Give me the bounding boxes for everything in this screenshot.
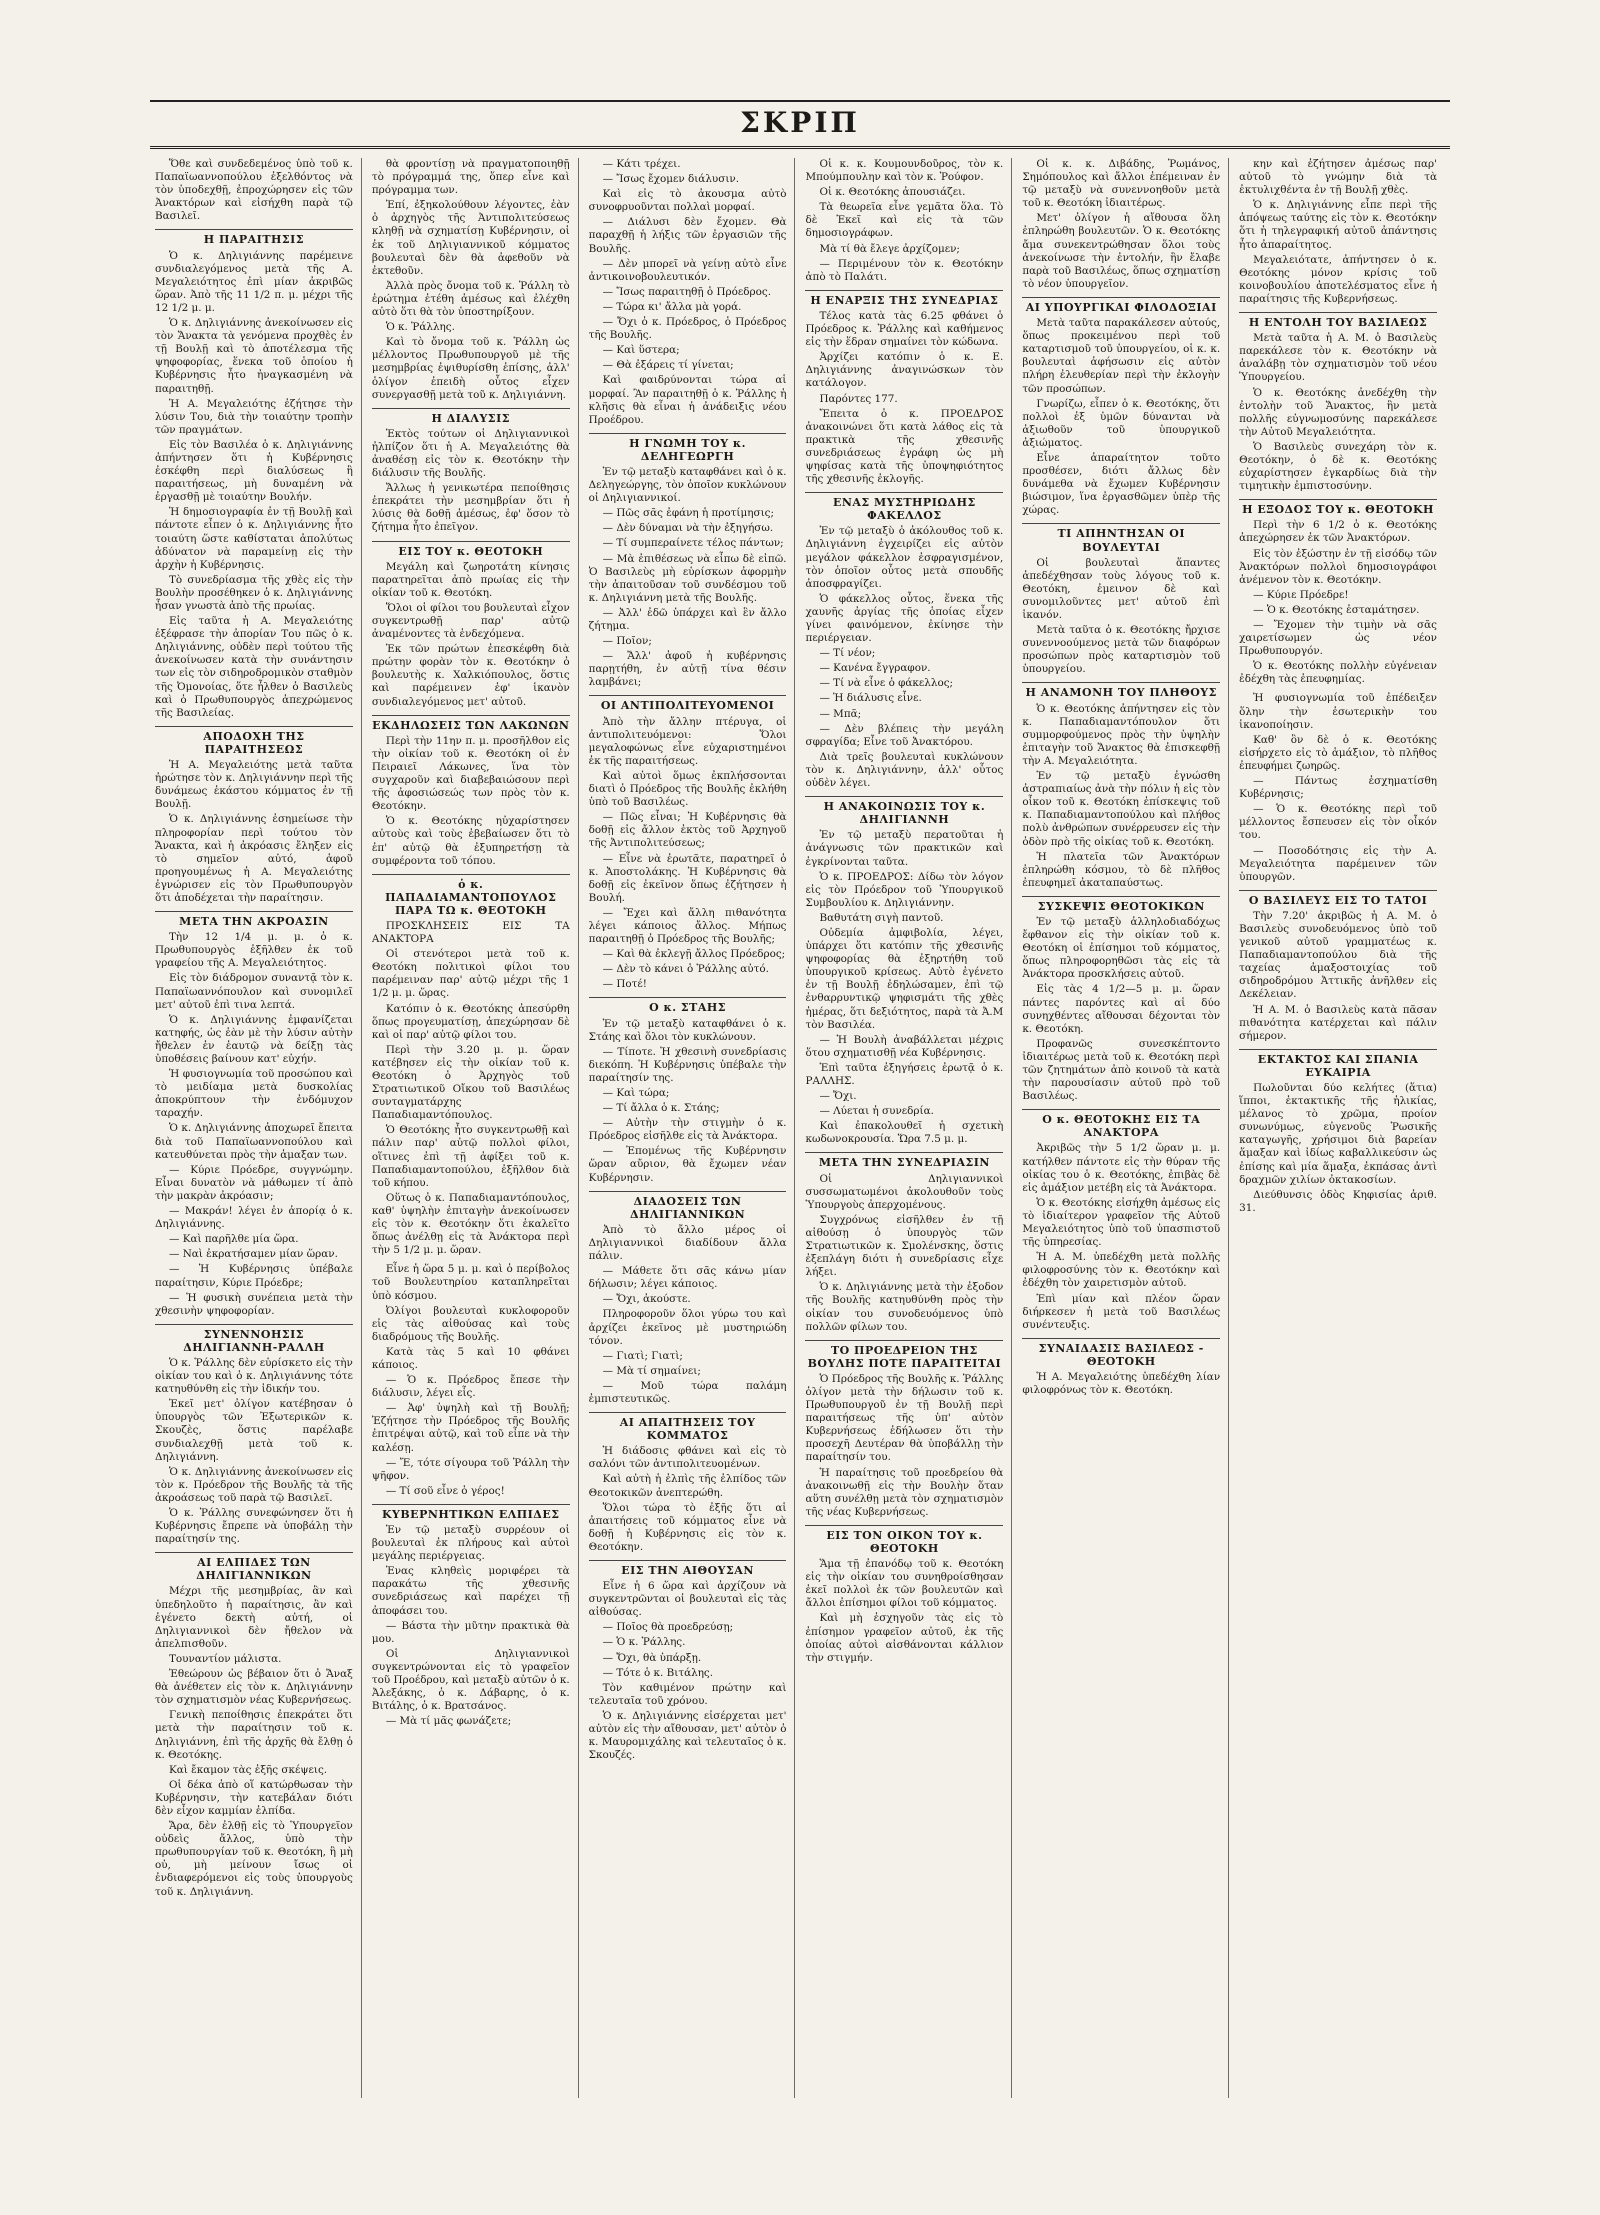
article xyxy=(589,1560,787,1762)
article-paragraph: — Κύριε Πρόεδρε! xyxy=(1253,588,1349,601)
article-heading: Η ΠΑΡΑΙΤΗΣΙΣ xyxy=(155,229,353,246)
article xyxy=(1022,1338,1220,1397)
article-paragraph: Ἀλλὰ πρὸς ὄνομα τοῦ κ. Ῥάλλη τὸ ἐρώτημα ἐτέθη ἀμέσως καὶ ἐλέχθη αὐτὸ ὅτι θὰ τὸν ὑποστηρίξουν. xyxy=(371,279,570,319)
article-paragraph: Ἀπὸ τὸ ἄλλο μέρος οἱ Δηλιγιαννικοὶ διαδίδουν ἄλλα πάλιν. xyxy=(588,1223,787,1263)
article-paragraph: Οὐδεμία ἀμφιβολία, λέγει, ὑπάρχει ὅτι κατόπιν τῆς χθεσινῆς ψηφοφορίας θὰ ἐξηρτήθη τοῦ ὑπουργικοῦ κρίσεως. Αὐτὸ ἐγένετο ἐν τῇ Βουλῇ ἐδηλώσαμεν, ἐπὶ τῷ ἐνθαρρυντικῷ ψηφισμάτι τῆς χθὲς ἡμέρας, ὅτι δεξιότητος, παρὰ τὰ Ἀ.Μ τὸν Βασιλέα. xyxy=(805,926,1004,1031)
article-paragraph: — Λύεται ἡ συνεδρία. xyxy=(819,1105,934,1118)
article-paragraph: Οὕτως ὁ κ. Παπαδιαμαντόπουλος, καθ' ὑψηλὴν ἐπιταγὴν ἀνεκοίνωσεν εἰς τὸν κ. Θεοτόκην ὅτι ἐκαλεῖτο ὅπως ἀνέλθῃ εἰς τὰ Ἀνάκτορα περὶ τὴν 5 1/2 μ. μ. ὥραν. xyxy=(371,1191,570,1257)
article-heading: ΑΙ ΕΛΠΙΔΕΣ ΤΩΝ ΔΗΛΙΓΙΑΝΝΙΚΩΝ xyxy=(155,1552,353,1582)
article xyxy=(372,715,570,868)
article-paragraph: — Δὲν βλέπεις τὴν μεγάλη σφραγίδα; Εἶνε τοῦ Ἀνακτόρου. xyxy=(805,722,1004,748)
article-paragraph: — Τότε ὁ κ. Βιτάλης. xyxy=(602,1666,714,1679)
article-paragraph: Τὴν 7.20' ἀκριβῶς ἡ Α. Μ. ὁ Βασιλεὺς συνοδευόμενος ὑπὸ τοῦ γενικοῦ αὐτοῦ γραμματέως κ. Παπαδιαμαντοπούλου διὰ τῆς ταχείας ἀμαξοστοιχίας τοῦ σιδηροδρόμου Ἀττικῆς ἀνῆλθεν εἰς Δεκέλειαν. xyxy=(1239,909,1437,1001)
article xyxy=(805,158,1003,284)
article-paragraph: Ὁ φάκελλος οὗτος, ἕνεκα τῆς χαυνῆς ἀργίας τῆς ὁποίας εἶχεν γίνει φαινόμενον, ἐκίνησε τὴν περιέργειαν. xyxy=(805,592,1004,645)
article-paragraph: Ὁ κ. Δηλιγιάννης εἶπε περὶ τῆς ἀπόψεως ταύτης εἰς τὸν κ. Θεοτόκην ὅτι ἡ τηλεγραφική αὐτοῦ ἀπάντησις ἦτο ἀπαραίτητος. xyxy=(1239,199,1437,251)
article-paragraph: — Καὶ παρῆλθε μία ὥρα. xyxy=(169,1233,299,1246)
article-paragraph: — Γιατὶ; Γιατὶ; xyxy=(602,1349,683,1362)
article-heading: ΣΥΝΑΙΔΑΣΙΣ ΒΑΣΙΛΕΩΣ - ΘΕΟΤΟΚΗ xyxy=(1022,1338,1220,1368)
article-paragraph: — Δὲν δύναμαι νὰ τὴν ἐξηγήσω. xyxy=(602,522,774,535)
article xyxy=(589,433,787,690)
article-paragraph: Καὶ τὸ ὄνομα τοῦ κ. Ῥάλλη ὡς μέλλοντος Πρωθυπουργοῦ μὲ τῆς μεσημβρίας ἐψιθυρίσθη ἐπίσης, ἀλλ' ὁλίγον ἐπειδὴ οὗτος εἶχεν συνεργασθῇ μετὰ τοῦ κ. Δηλιγιάννη. xyxy=(371,336,570,401)
article-heading: ὁ κ. ΠΑΠΑΔΙΑΜΑΝΤΟΠΟΥΛΟΣ ΠΑΡΑ ΤΩ κ. ΘΕΟΤΟΚΗ xyxy=(372,874,570,917)
article-paragraph: — Ἐπομένως τῆς Κυβέρνησιν ὥραν αὔριον, θὰ ἔχωμεν νέαν Κυβέρνησιν. xyxy=(588,1145,787,1184)
article-paragraph: Ἡ δημοσιογραφία ἐν τῇ Βουλῇ καὶ πάντοτε εἶπεν ὁ κ. Δηλιγιάννης ἦτο τοιαύτη ὥστε καθίσταται ἀπολύτως ἀδύνατον νὰ παραμείνῃ εἰς τὴν ἀρχὴν ἡ Κυβέρνησις. xyxy=(155,506,353,571)
article-paragraph: — Δὲν τὸ κάνει ὁ Ῥάλλης αὐτό. xyxy=(602,963,769,976)
article xyxy=(805,1525,1003,1665)
article-paragraph: θὰ φροντίσῃ νὰ πραγματοποιηθῇ τὸ πρόγραμμά της, ὅπερ εἶνε καὶ πρόγραμμα των. xyxy=(371,158,570,197)
article-paragraph: — Ποσοδότησις εἰς τὴν Α. Μεγαλειότητα παρέμεινεν τῶν ὑπουργῶν. xyxy=(1239,844,1437,883)
article xyxy=(1239,499,1437,686)
article-heading: ΤΟ ΠΡΟΕΔΡΕΙΟΝ ΤΗΣ ΒΟΥΛΗΣ ΠΟΤΕ ΠΑΡΑΙΤΕΙΤΑΙ xyxy=(805,1340,1003,1370)
article-paragraph: Ἐν τῷ μεταξὺ ἀλληλοδιαδόχως ἔφθανον εἰς τὴν οἰκίαν τοῦ κ. Θεοτόκη οἱ ἐπίσημοι τοῦ κόμματος, ὅπως πληροφορηθῶσι τὰς εἰς τὰ Ἀνάκτορα προσκλήσεις αὐτοῦ. xyxy=(1022,915,1221,981)
article-paragraph: Εἰς ταῦτα ἡ Α. Μεγαλειότης ἐξέφρασε τὴν ἀπορίαν Του πῶς ὁ κ. Δηλιγιάννης, οὐδὲν περὶ τούτου τῆς ἀνεκοίνωσεν κατὰ τὴν συνάντησιν των εἰς τὸν σιδηροδρομικὸν σταθμὸν τῆς Ὀμονοίας, ὅτε ἦλθεν ὁ Βασιλεὺς καὶ ὁ Πρωθυπουργὸς ἀπεχρώμενος τῆς Βασιλείας. xyxy=(155,615,353,719)
article xyxy=(155,726,353,905)
article-paragraph: Καθ' ὃν δὲ ὁ κ. Θεοτόκης εἰσήρχετο εἰς τὸ ἁμάξιον, τὸ πλῆθος ἐπευφήμει ζωηρῶς. xyxy=(1239,733,1437,772)
article-paragraph: Τέλος κατὰ τὰς 6.25 φθάνει ὁ Πρόεδρος κ. Ῥάλλης καὶ καθήμενος εἰς τὴν ἕδραν σημαίνει τὸν κώδωνα. xyxy=(805,309,1004,349)
article-paragraph: Μετὰ ταῦτα ὁ κ. Θεοτόκης ἤρχισε συνεννοούμενος μετὰ τῶν διαφόρων προσώπων πρὸς καταρτισμὸν τοῦ ὑπουργείου. xyxy=(1022,624,1221,676)
article xyxy=(1022,158,1220,291)
article xyxy=(1022,523,1220,676)
article-heading: Η ΓΝΩΜΗ ΤΟΥ κ. ΔΕΛΗΓΕΩΡΓΗ xyxy=(589,433,787,463)
article xyxy=(805,1340,1003,1519)
article-paragraph: Μετὰ ταῦτα ἡ Α. Μ. ὁ Βασιλεὺς παρεκάλεσε τὸν κ. Θεοτόκην νὰ ἀναλάβῃ τὸν σχηματισμὸν τοῦ νέου Ὑπουργείου. xyxy=(1239,332,1437,384)
article-heading: ΣΥΣΚΕΨΙΣ ΘΕΟΤΟΚΙΚΩΝ xyxy=(1022,896,1220,913)
article-paragraph: Οἱ στενότεροι μετὰ τοῦ κ. Θεοτόκη πολιτικοὶ φίλοι του παρέμειναν παρ' αὐτῷ μέχρι τῆς 1 1/2 μ. μ. ὥρας. xyxy=(371,948,570,1000)
article-heading: ΑΙ ΥΠΟΥΡΓΙΚΑΙ ΦΙΛΟΔΟΞΙΑΙ xyxy=(1022,297,1220,314)
article-paragraph: Συγχρόνως εἰσῆλθεν ἐν τῇ αἰθούσῃ ὁ ὑπουργὸς τῶν Στρατιωτικῶν κ. Σμολένσκης, ὅστις ἐξεπλάγη διότι ἡ συνεδρίασις εἶχε λήξει. xyxy=(805,1213,1004,1279)
article-paragraph: — Κύριε Πρόεδρε, συγγνώμην. Εἶναι δυνατὸν νὰ μάθωμεν τί ἀπὸ τὴν μακρὰν ἀκρόασιν; xyxy=(155,1163,353,1202)
article xyxy=(1022,682,1220,889)
article-paragraph: — Καὶ θὰ ἐκλεγῇ ἄλλος Πρόεδρος; xyxy=(602,948,786,961)
article-heading: ΑΙ ΑΠΑΙΤΗΣΕΙΣ ΤΟΥ ΚΟΜΜΑΤΟΣ xyxy=(589,1412,787,1442)
article-paragraph: Ἐκεῖ μετ' ὀλίγον κατέβησαν ὁ ὑπουργὸς τῶν Ἐξωτερικῶν κ. Σκουζὲς, ὅστις παρέλαβε συνδιαλεχθῇ μετὰ τοῦ κ. Δηλιγιάννη. xyxy=(155,1398,353,1463)
article-paragraph: ΠΡΟΣΚΛΗΣΕΙΣ ΕΙΣ ΤΑ ΑΝΑΚΤΟΡΑ xyxy=(371,919,570,946)
article xyxy=(805,796,1003,1146)
article-paragraph: — Βάστα τὴν μῦτην πρακτικὰ θὰ μου. xyxy=(371,1619,570,1645)
article-paragraph: Καὶ εἰς τὸ ἀκουσμα αὐτὸ συνοφρυοῦνται πολλαὶ μορφαί. xyxy=(588,188,787,214)
article xyxy=(372,408,570,535)
article-paragraph: — Μπᾶ; xyxy=(819,707,862,720)
article-paragraph: Ἐπί, ἐξηκολούθουν λέγοντες, ἐὰν ὁ ἀρχηγὸς τῆς Ἀντιπολιτεύσεως κληθῇ νὰ σχηματίσῃ Κυβέρνησιν, οἱ ἐκ τοῦ Δηλιγιαννικοῦ κόμματος βουλευταὶ δὲν θὰ ἀφεθοῦν νὰ ἐκτεθοῦν. xyxy=(371,199,570,277)
article-paragraph: — Μὰ ἐπιθέσεως νὰ εἶπω δὲ εἰπῶ. Ὁ Βασιλεὺς μὴ εὑρίσκων ἀφορμὴν τὴν ἀπαιτοῦσαν τοῦ συνδέσμου τοῦ κ. Δηλιγιάννη μετὰ τῆς Βουλῆς. xyxy=(588,552,787,604)
article-heading: Ο κ. ΣΤΑΗΣ xyxy=(589,997,787,1014)
article-paragraph: — Κάτι τρέχει. xyxy=(602,158,681,170)
article-paragraph: — Πῶς εἶναι; Ἡ Κυβέρνησις θὰ δοθῇ εἰς ἄλλον ἐκτὸς τοῦ Ἀρχηγοῦ τῆς Ἀντιπολιτεύσεως; xyxy=(588,811,787,850)
article xyxy=(1239,890,1437,1043)
article-heading: ΕΙΣ ΤΟΥ κ. ΘΕΟΤΟΚΗ xyxy=(372,541,570,558)
article-paragraph: Εἶνε ἡ ὥρα 5 μ. μ. καὶ ὁ περίβολος τοῦ Βουλευτηρίου καταπληρεῖται ὑπὸ κόσμου. xyxy=(371,1263,570,1302)
article-paragraph: Ἐν τῷ μεταξὺ συρρέουν οἱ βουλευταὶ ἐκ πλήρους καὶ αὐτοὶ μεγάλης περιέργειας. xyxy=(371,1524,570,1563)
article-paragraph: Ὁ Βασιλεὺς συνεχάρη τὸν κ. Θεοτόκην, ὁ δὲ κ. Θεοτόκης εὐχαρίστησεν ἐγκαρδίως διὰ τὴν τιμητικὴν ἐμπιστοσύνην. xyxy=(1239,440,1437,493)
article xyxy=(589,695,787,991)
article-paragraph: Ἀπὸ τὴν ἄλλην πτέρυγα, οἱ ἀντιπολιτευόμενοι: Ὅλοι μεγαλοφώνως εἶνε εὐχαριστημένοι ἐκ τῆς παραιτήσεως. xyxy=(588,715,787,767)
article-paragraph: Ἡ παραίτησις τοῦ προεδρείου θὰ ἀνακοινωθῇ εἰς τὴν Βουλὴν ὅταν αὕτη συνέλθῃ μετὰ τὸν σχηματισμὸν τῆς νέας Κυβερνήσεως. xyxy=(805,1466,1004,1518)
newspaper-title: ΣΚΡΙΠ xyxy=(740,106,860,139)
article-paragraph: Ὁ κ. Δηλιγιάννης παρέμεινε συνδιαλεγόμενος μετὰ τῆς Α. Μεγαλειότητος ἐπὶ μίαν ἀκριβῶς ὥραν. Ἀπὸ τῆς 11 1/2 π. μ. μέχρι τῆς 12 1/2 μ. μ. xyxy=(155,249,353,314)
article-paragraph: — Ἡ Κυβέρνησις ὑπέβαλε παραίτησιν, Κύριε Πρόεδρε; xyxy=(155,1263,353,1289)
article-paragraph: Πωλοῦνται δύο κελήτες (ἅτια) ἵπποι, ἐκτακτικῆς τῆς ἡλικίας, μέλανος τὸ χρῶμα, προίον συνωνύμως, εὐγενοῦς Ῥωσικῆς καταγωγῆς, χρήσιμοι διὰ βαρείαν ἅμαξαν καὶ ἰδίως καβαλλικεύσιν ὡς ἐπίσης καὶ μία ἅμαξα, ἐκπάσας ἀντὶ δραχμῶν χιλίων ὀκτακοσίων. xyxy=(1239,1082,1437,1186)
article-paragraph: Κατόπιν ὁ κ. Θεοτόκης ἀπεσύρθη ὅπως προγευματίσῃ, ἀπεχώρησαν δὲ καὶ οἱ παρ' αὐτῷ φίλοι του. xyxy=(371,1002,570,1041)
article-heading: ΕΚΤΑΚΤΟΣ ΚΑΙ ΣΠΑΝΙΑ ΕΥΚΑΙΡΙΑ xyxy=(1239,1049,1437,1079)
article-heading: ΜΕΤΑ ΤΗΝ ΣΥΝΕΔΡΙΑΣΙΝ xyxy=(805,1152,1003,1169)
article xyxy=(155,1552,353,1898)
article-paragraph: Ἅμα τῇ ἐπανόδῳ τοῦ κ. Θεοτόκη εἰς τὴν οἰκίαν του συνηθροίσθησαν ἐκεῖ πολλοὶ ἐκ τῶν βουλευτῶν καὶ ἄλλοι ἐπίσημοι φίλοι τοῦ κόμματος. xyxy=(805,1558,1004,1610)
article-paragraph: — Ὄχι ὁ κ. Πρόεδρος, ὁ Πρόεδρος τῆς Βουλῆς. xyxy=(588,316,787,342)
article-paragraph: Περὶ τὴν 3.20 μ. μ. ὥραν κατέβησεν εἰς τὴν οἰκίαν τοῦ κ. Θεοτόκη ὁ Ἀρχηγὸς τοῦ Στρατιωτικοῦ Οἴκου τοῦ Βασιλέως συνταγματάρχης Παπαδιαμαντόπουλος. xyxy=(371,1043,570,1122)
article xyxy=(372,541,570,709)
article-paragraph: — Πῶς σᾶς ἐφάνη ἡ προτίμησις; xyxy=(602,507,774,520)
article-paragraph: — Τίποτε. Ἡ χθεσινὴ συνεδρίασις διεκόπη. Ἡ Κυβέρνησις ὑπέβαλε τὴν παραίτησίν της. xyxy=(588,1045,787,1084)
article xyxy=(1022,896,1220,1103)
article-paragraph: — Διάλυσι δὲν ἔχομεν. Θὰ παραχθῇ ἡ λήξις τῶν ἐργασιῶν τῆς Βουλῆς. xyxy=(588,216,787,255)
column-1 xyxy=(155,158,362,2098)
article-paragraph: Εἶνε ἀπαραίτητον τοῦτο προσθέσεν, διότι ἄλλως δὲν δυνάμεθα νὰ ἔχωμεν Κυβέρνησιν βιώσιμον, ἵνα ἐργασθῶμεν ὑπὲρ τῆς χώρας. xyxy=(1022,451,1221,517)
article xyxy=(1022,1109,1220,1332)
article-paragraph: Οἱ κ. Θεοτόκης ἀπουσιάζει. xyxy=(819,186,966,199)
column-2 xyxy=(372,158,579,2098)
article-paragraph: Καὶ αὐτὴ ἡ ἐλπὶς τῆς ἐλπίδος τῶν Θεοτοκικῶν ἀνεπτερώθη. xyxy=(588,1473,787,1499)
article-paragraph: Μετὰ ταῦτα παρακάλεσεν αὐτούς, ὅπως προκειμένου περὶ τοῦ καταρτισμοῦ τοῦ ὑπουργείου, οἱ κ. κ. βουλευταὶ ἀφήσωσιν εἰς αὐτὸν πλήρη ἐλευθερίαν περὶ τὴν ἐκλογὴν τῶν προσώπων. xyxy=(1022,317,1221,395)
article-paragraph: — Μακράν! λέγει ἐν ἀπορίᾳ ὁ κ. Δηλιγιάννης. xyxy=(155,1205,353,1231)
article-paragraph: — Ναὶ ἐκρατήσαμεν μίαν ὥραν. xyxy=(169,1248,338,1261)
article-paragraph: — Ὁ κ. Θεοτόκης περὶ τοῦ μέλλοντος ἔσπευσεν εἰς τὸν οἶκόν του. xyxy=(1239,803,1437,842)
article-heading: Ο ΒΑΣΙΛΕΥΣ ΕΙΣ ΤΟ ΤΑΤΟΙ xyxy=(1239,890,1437,907)
article-paragraph: — Θὰ ἐξάρεις τί γίνεται; xyxy=(602,359,734,372)
article-paragraph: — Ἔχομεν τὴν τιμὴν νὰ σᾶς χαιρετίσωμεν ὡς νέον Πρωθυπουργόν. xyxy=(1239,619,1437,658)
article-paragraph: — Ποῖος θὰ προεδρεύσῃ; xyxy=(602,1621,734,1634)
article xyxy=(155,1324,353,1547)
article xyxy=(155,911,353,1318)
article-heading: ΑΠΟΔΟΧΗ ΤΗΣ ΠΑΡΑΙΤΗΣΕΩΣ xyxy=(155,726,353,756)
article-paragraph: — Ἀλλ' ἐδῶ ὑπάρχει καὶ ἓν ἄλλο ζήτημα. xyxy=(588,606,787,632)
column-4 xyxy=(805,158,1012,2098)
article xyxy=(155,158,353,223)
article-paragraph: Πληροφοροῦν ὅλοι γύρω του καὶ ἀρχίζει ἐκεῖνος μὲ μυστηριώδη τόνον. xyxy=(588,1308,787,1347)
article-paragraph: — Μὰ τί μᾶς φωνάζετε; xyxy=(385,1715,512,1728)
article-paragraph: — Ἡ διάλυσις εἶνε. xyxy=(819,692,922,705)
article-paragraph: — Τί σοῦ εἶνε ὁ γέρος! xyxy=(385,1484,505,1497)
article xyxy=(372,874,570,1258)
article-paragraph: Καὶ αὐτοὶ ὅμως ἐκπλήσσονται διατὶ ὁ Πρόεδρος τῆς Βουλῆς ἐκλήθη ὑπὸ τοῦ Βασιλέως. xyxy=(588,769,787,809)
article-paragraph: — Ἴσως παραιτηθῇ ὁ Πρόεδρος. xyxy=(602,285,772,298)
article xyxy=(1239,692,1437,883)
article-paragraph: — Ἔ, τότε σίγουρα τοῦ Ῥάλλη τὴν ψῆφον. xyxy=(371,1456,570,1482)
article-paragraph: Ἐπὶ μίαν καὶ πλέον ὥραν διήρκεσεν ἡ μετὰ τοῦ Βασιλέως συνέντευξις. xyxy=(1022,1292,1221,1331)
article-paragraph: — Ἀφ' ὑψηλὴ καὶ τῇ Βουλῇ; Ἐζήτησε τὴν Πρόεδρος τῆς Βουλῆς ἐπιτρέψαι αὐτῷ, καὶ τοῦ εἶπε νὰ τὴν καλέσῃ. xyxy=(371,1402,570,1454)
article-paragraph: Ὁ κ. ΠΡΟΕΔΡΟΣ: Δίδω τὸν λόγον εἰς τὸν Πρόεδρον τοῦ Ὑπουργικοῦ Συμβουλίου κ. Δηλιγιάννην. xyxy=(805,870,1004,909)
article xyxy=(372,1263,570,1498)
article-heading: ΕΙΣ ΤΗΝ ΑΙΘΟΥΣΑΝ xyxy=(589,1560,787,1577)
article-heading: ΟΙ ΑΝΤΙΠΟΛΙΤΕΥΟΜΕΝΟΙ xyxy=(589,695,787,712)
article-paragraph: Ἐκ τῶν πρώτων ἐπεσκέφθη διὰ πρώτην φορὰν τὸν κ. Θεοτόκην ὁ βουλευτὴς κ. Χαλκιόπουλος, ὅστις καὶ παρέμεινεν ἐφ' ἱκανὸν συνδιαλεγόμενος μετ' αὐτοῦ. xyxy=(371,643,570,708)
article xyxy=(589,997,787,1184)
article-heading: Η ΕΞΟΔΟΣ ΤΟΥ κ. ΘΕΟΤΟΚΗ xyxy=(1239,499,1437,516)
article xyxy=(589,1412,787,1554)
article-heading: ΔΙΑΔΟΣΕΙΣ ΤΩΝ ΔΗΛΙΓΙΑΝΝΙΚΩΝ xyxy=(589,1191,787,1221)
article-paragraph: Ἐν τῷ μεταξὺ καταφθάνει καὶ ὁ κ. Δεληγεώργης, τὸν ὁποῖον κυκλώνουν οἱ Δηλιγιαννικοί. xyxy=(588,465,787,505)
article xyxy=(805,492,1003,790)
article-heading: Η ΔΙΑΛΥΣΙΣ xyxy=(372,408,570,425)
article-paragraph: Ὁ κ. Δηλιγιάννης ἐσημείωσε τὴν πληροφορίαν περὶ τούτου τὸν Ἄνακτα, καὶ ἡ ἀκρόασις ἔληξεν εἰς τὸ σημεῖον αὐτό, ἀφοῦ προηγουμένως ἡ Α. Μεγαλειότης ἐγνώρισεν εἰς τὸν Πρωθυπουργὸν ὅτι ἀποδέχεται τὴν παραίτησιν. xyxy=(155,813,353,904)
article-paragraph: Βαθυτάτη σιγὴ παντοῦ. xyxy=(819,911,944,924)
article-paragraph: Ὁ κ. Δηλιγιάννης ἀνεκοίνωσεν εἰς τὸν κ. Πρόεδρον τῆς Βουλῆς τὰ τῆς ἀκροάσεως τοῦ παρὰ τῷ Βασιλεῖ. xyxy=(155,1465,353,1504)
article-paragraph: Τὸ συνεδρίασμα τῆς χθὲς εἰς τὴν Βουλὴν προσέθηκεν ὁ κ. Δηλιγιάννης ἦσαν γνωστὰ ἀπὸ τῆς πρωίας. xyxy=(155,573,353,612)
article xyxy=(1239,312,1437,493)
article-paragraph: Ἡ φυσιογνωμία τοῦ ἐπέδειξεν ὅλην τὴν ἐσωτερικὴν του ἱκανοποίησιν. xyxy=(1239,692,1437,731)
article-paragraph: — Τί ἄλλα ὁ κ. Στάης; xyxy=(602,1102,720,1115)
article-heading: Η ΕΝΤΟΛΗ ΤΟΥ ΒΑΣΙΛΕΩΣ xyxy=(1239,312,1437,329)
article-paragraph: Γενικὴ πεποίθησις ἐπεκράτει ὅτι μετὰ τὴν παραίτησιν τοῦ κ. Δηλιγιάννη, ἐπὶ τῆς ἀρχῆς θὰ ἔλθῃ ὁ κ. Θεοτόκης. xyxy=(155,1709,353,1761)
article-paragraph: Περὶ τὴν 11ην π. μ. προσῆλθον εἰς τὴν οἰκίαν τοῦ κ. Θεοτόκη οἱ ἐν Πειραιεῖ Λάκωνες, ἵνα τὸν συγχαροῦν καὶ διαβεβαιώσουν περὶ τῆς ἀφοσιώσεώς των πρὸς τὸν κ. Θεοτόκην. xyxy=(371,734,570,813)
article-paragraph: Μέχρι τῆς μεσημβρίας, ἂν καὶ ὑπεδηλοῦτο ἡ παραίτησις, ἂν καὶ ἐγένετο δεκτὴ αὐτή, οἱ Δηλιγιαννικοὶ δὲν ἤθελον νὰ ἀπελπισθοῦν. xyxy=(155,1585,353,1650)
article-paragraph: Ἡ διάδοσις φθάνει καὶ εἰς τὸ σαλόνι τῶν ἀντιπολιτευομένων. xyxy=(588,1445,787,1471)
article-heading: ΚΥΒΕΡΝΗΤΙΚΩΝ ΕΛΠΙΔΕΣ xyxy=(372,1504,570,1521)
article-heading: ΕΚΔΗΛΩΣΕΙΣ ΤΩΝ ΛΑΚΩΝΩΝ xyxy=(372,715,570,732)
article-paragraph: Καὶ ἔκαμον τὰς ἐξῆς σκέψεις. xyxy=(169,1763,328,1776)
article-paragraph: Εἶνε ἡ 6 ὥρα καὶ ἀρχίζουν νὰ συγκεντρῶνται οἱ βουλευταὶ εἰς τὰς αἰθούσας. xyxy=(588,1580,787,1619)
article-heading: Η ΑΝΑΚΟΙΝΩΣΙΣ ΤΟΥ κ. ΔΗΛΙΓΙΑΝΝΗ xyxy=(805,796,1003,826)
article-paragraph: κην καὶ ἐζήτησεν ἀμέσως παρ' αὐτοῦ τὸ γνώμην διὰ τὰ ἐκτυλιχθέντα ἐν τῇ Βουλῇ χθὲς. xyxy=(1239,158,1437,197)
text-columns xyxy=(155,158,1445,2098)
article-paragraph: — Ἔχει καὶ ἄλλη πιθανότητα λέγει κάποιος ἄλλος. Μήπως παραιτηθῇ ὁ Πρόεδρος τῆς Βουλῆς; xyxy=(588,906,787,946)
article-paragraph: Ἡ Α. Μ. ὁ Βασιλεὺς κατὰ πᾶσαν πιθανότητα κατέρχεται καὶ πάλιν σήμερον. xyxy=(1239,1003,1437,1042)
article-paragraph: — Καὶ τώρα; xyxy=(602,1087,670,1099)
article-paragraph: — Εἶνε νὰ ἐρωτᾶτε, παρατηρεῖ ὁ κ. Ἀποστολάκης. Ἡ Κυβέρνησις θὰ δοθῇ εἰς ἐκεῖνον ὅπως ἐζήτησεν ἡ Βουλή. xyxy=(588,852,787,904)
article-paragraph: Ἡ Α. Μεγαλειότης ὑπεδέχθη λίαν φιλοφρόνως τὸν κ. Θεοτόκη. xyxy=(1022,1370,1221,1397)
article-paragraph: — Τί νέον; xyxy=(819,647,876,660)
article-paragraph: Ἐν τῷ μεταξὺ περατοῦται ἡ ἀνάγνωσις τῶν πρακτικῶν καὶ ἐγκρίνονται ταῦτα. xyxy=(805,829,1004,868)
article-paragraph: — Ὁ κ. Θεοτόκης ἐσταμάτησεν. xyxy=(1253,603,1420,616)
article-paragraph: Ἡ φυσιογνωμία τοῦ προσώπου καὶ τὸ μειδίαμα μετὰ δυσκολίας ἀποκρύπτουν τὴν ἐνδόμυχον ταραχήν. xyxy=(155,1068,353,1120)
article-paragraph: Ὁ κ. Θεοτόκης ἀνεδέχθη τὴν ἐντολὴν τοῦ Ἄνακτος, ἣν μετὰ πολλῆς εὐγνωμοσύνης παρεκάλεσε τὴν Αὐτοῦ Μεγαλειότητα. xyxy=(1239,386,1437,438)
article-paragraph: Ὁ Θεοτόκης ἦτο συγκεντρωθῇ καὶ πάλιν παρ' αὐτῷ πολλοὶ φίλοι, οἵτινες ἐπὶ τῇ ἀφίξει τοῦ κ. Παπαδιαμαντοπούλου, ἐξῆλθον διὰ τοῦ κήπου. xyxy=(371,1124,570,1189)
article-heading: Η ΕΝΑΡΞΙΣ ΤΗΣ ΣΥΝΕΔΡΙΑΣ xyxy=(805,290,1003,307)
article-paragraph: — Ὁ κ. Ῥάλλης. xyxy=(602,1636,686,1649)
article-paragraph: Τὴν 12 1/4 μ. μ. ὁ κ. Πρωθυπουργὸς ἐξῆλθεν ἐκ τοῦ γραφείου τῆς Α. Μεγαλειότητος. xyxy=(155,931,353,970)
article-paragraph: Ἐν τῷ μεταξὺ ἐγνώσθη ἀστραπιαίως ἀνὰ τὴν πόλιν ἡ εἰς τὸν οἶκον τοῦ κ. Θεοτόκη ἐπίσκεψις τοῦ κ. Παπαδιαμαντοπούλου καὶ πλήθος πολὺ ἀνθρώπων συνέρρευσεν εἰς τὴν ὁδὸν πρὸ τῆς οἰκίας τοῦ κ. Θεοτόκη. xyxy=(1022,770,1221,848)
article-paragraph: Ἡ Α. Μ. ὑπεδέχθη μετὰ πολλῆς φιλοφροσύνης τὸν κ. Θεοτόκην καὶ ἐδέχθη τὸν χαιρετισμὸν αὐτοῦ. xyxy=(1022,1251,1221,1290)
article-paragraph: — Ποτέ! xyxy=(602,978,647,991)
article xyxy=(805,1152,1003,1333)
article xyxy=(1239,158,1437,306)
article-paragraph: Γνωρίζω, εἶπεν ὁ κ. Θεοτόκης, ὅτι πολλοὶ ἐξ ὑμῶν δύνανται νὰ ἀξιωθοῦν τοῦ ὑπουργικοῦ ἀξιώματος. xyxy=(1022,397,1221,449)
article-paragraph: Καὶ φαιδρύνονται τώρα αἱ μορφαί. Ἂν παραιτηθῇ ὁ κ. Ῥάλλης ἡ κλῆσις θὰ εἶναι ἡ ἀνάδειξις νέου Προέδρου. xyxy=(588,374,787,426)
article-paragraph: — Αὐτὴν τὴν στιγμὴν ὁ κ. Πρόεδρος εἰσῆλθε εἰς τὰ Ἀνάκτορα. xyxy=(588,1117,787,1143)
article-paragraph: — Δὲν μπορεῖ νὰ γείνῃ αὐτὸ εἶνε ἀντικοινοβουλευτικόν. xyxy=(588,257,787,283)
article-paragraph: Ὁ κ. Δηλιγιάννης μετὰ τὴν ἐξοδον τῆς Βουλῆς κατηυθύνθη πρὸς τὴν οἰκίαν του συνοδευόμενος ὑπὸ πολλῶν φίλων του. xyxy=(805,1281,1004,1333)
article-paragraph: Ὁ κ. Θεοτόκης πολλὴν εὐγένειαν ἐδέχθη τὰς ἐπευφημίας. xyxy=(1239,660,1437,686)
article-paragraph: Ἄρα, δὲν ἐλθῇ εἰς τὸ Ὑπουργεῖον οὐδεὶς ἄλλος, ὑπὸ τὴν πρωθυπουργίαν τοῦ κ. Θεοτόκη, ἢ μὴ οὐ, μὴ μείνουν ἴσως οἱ ἐνδιαφερόμενοι εἰς τοὺς ὑπουργοὺς τοῦ κ. Δηλιγιάννη. xyxy=(155,1820,353,1898)
article-paragraph: Ἀκριβῶς τὴν 5 1/2 ὥραν μ. μ. κατήλθεν πάντοτε εἰς τὴν θύραν τῆς οἰκίας του ὁ κ. Θεοτόκης, ἐπιβὰς δὲ εἰς ἁμάξιον μετέβη εἰς τὰ Ἀνάκτορα. xyxy=(1022,1142,1221,1194)
article-paragraph: Οἱ δέκα ἀπὸ οἵ κατώρθωσαν τὴν Κυβέρνησιν, τὴν κατεβάλαν διότι δὲν εἶχον καμμίαν ἐλπίδα. xyxy=(155,1778,353,1817)
article-paragraph: — Ὄχι. xyxy=(819,1090,857,1103)
article-paragraph: Καὶ μὴ ἐσχηγοῦν τὰς εἰς τὸ ἐπίσημον γραφεῖον αὐτοῦ, ἐκ τῆς ὁποίας αὐτοὶ αἰσθάνονται κάλλιον τὴν στιγμήν. xyxy=(805,1612,1004,1664)
article-paragraph: Οἱ κ. κ. Κουμουνδοῦρος, τὸν κ. Μπούμπουλην καὶ τὸν κ. Ῥούφον. xyxy=(805,158,1004,184)
article-paragraph: Ἡ Α. Μεγαλειότης μετὰ ταῦτα ἠρώτησε τὸν κ. Δηλιγιάννην περὶ τῆς δυνάμεως ἑκάστου κόμματος ἐν τῇ Βουλῇ. xyxy=(155,759,353,811)
article-heading: ΤΙ ΑΠΗΝΤΗΣΑΝ ΟΙ ΒΟΥΛΕΥΤΑΙ xyxy=(1022,523,1220,553)
article xyxy=(589,158,787,427)
article-paragraph: Ἄλλως ἡ γενικωτέρα πεποίθησις ἐπεκράτει τὴν μεσημβρίαν ὅτι ἡ λύσις θὰ δοθῇ ἀμέσως, ἐφ' ὅσον τὸ ζήτημα ἦτο ἐπεῖγον. xyxy=(371,482,570,534)
article-heading: Η ΑΝΑΜΟΝΗ ΤΟΥ ΠΛΗΘΟΥΣ xyxy=(1022,682,1220,699)
article-paragraph: Μὰ τί θὰ ἔλεγε ἀρχίζομεν; xyxy=(819,242,960,255)
article-paragraph: Εἰς τὰς 4 1/2—5 μ. μ. ὥραν πάντες παρόντες καὶ αἱ δύο συνηχθέντες αἴθουσαι δέχονται τὸν κ. Θεοτόκη. xyxy=(1022,983,1221,1035)
article-heading: Ο κ. ΘΕΟΤΟΚΗΣ ΕΙΣ ΤΑ ΑΝΑΚΤΟΡΑ xyxy=(1022,1109,1220,1139)
article-paragraph: Εἰς τὸν διάδρομον συναντᾷ τὸν κ. Παπαϊωαννόπουλον καὶ συνομιλεῖ μετ' αὐτοῦ ἐπὶ τινα λεπτά. xyxy=(155,972,353,1011)
article xyxy=(372,1504,570,1729)
article-paragraph: Ὅλοι οἱ φίλοι του βουλευταὶ εἶχον συγκεντρωθῇ παρ' αὐτῷ ἀναμένοντες τὰ ἐνδεχόμενα. xyxy=(371,601,570,641)
article-paragraph: Ἐνας κληθεὶς μοριφέρει τὰ παρακάτω τῆς χθεσινῆς συνεδριάσεως καὶ παρέχει τῇ ἀποφάσει του. xyxy=(371,1565,570,1617)
article-paragraph: Ὁ κ. Ῥάλλης δὲν εὑρίσκετο εἰς τὴν οἰκίαν του καὶ ὁ κ. Δηλιγιάννης τότε κατηυθύνθη εἰς τὴν ἰδικήν του. xyxy=(155,1356,353,1396)
article-paragraph: Μεγάλη καὶ ζωηροτάτη κίνησις παρατηρεῖται ἀπὸ πρωίας εἰς τὴν οἰκίαν τοῦ κ. Θεοτόκη. xyxy=(371,560,570,599)
article-paragraph: Ἐπὶ ταῦτα ἐξηγήσεις ἐρωτᾷ ὁ κ. ΡΑΛΛΗΣ. xyxy=(805,1061,1004,1087)
article-paragraph: — Μοῦ τώρα παλάμη ἐμπιστευτικῶς. xyxy=(588,1379,787,1405)
article-paragraph: Μετ' ὀλίγον ἡ αἴθουσα ὅλη ἐπληρώθη βουλευτῶν. Ὁ κ. Θεοτόκης ἄμα συνεκεντρώθησαν ὅλοι τοὺς ἀνεκοίνωσε τὴν ἐντολήν, ἣν ἔλαβε παρὰ τοῦ Βασιλέως, ὅπως σχηματίσῃ τὸ νέον ὑπουργεῖον. xyxy=(1022,212,1221,290)
article-paragraph: Κατὰ τὰς 5 καὶ 10 φθάνει κάποιος. xyxy=(371,1345,570,1371)
article-paragraph: — Τώρα κι' ἄλλα μὰ γορά. xyxy=(602,300,742,313)
article-paragraph: Ὅθε καὶ συνδεδεμένος ὑπὸ τοῦ κ. Παπαϊωαννοπούλου ἐξελθόντος νὰ τὸν ὑποδεχθῇ, ἐπροχώρησεν εἰς τῶν Ἀνακτόρων καὶ εἰσήχθη παρὰ τῷ Βασιλεῖ. xyxy=(155,158,353,223)
article-heading: ΕΝΑΣ ΜΥΣΤΗΡΙΩΔΗΣ ΦΑΚΕΛΛΟΣ xyxy=(805,492,1003,522)
column-5 xyxy=(1022,158,1229,2098)
article xyxy=(805,290,1003,486)
column-6 xyxy=(1239,158,1445,2098)
article-paragraph: — Τί νὰ εἶνε ὁ φάκελλος; xyxy=(819,677,954,690)
masthead xyxy=(150,100,1450,149)
article xyxy=(372,158,570,402)
article-paragraph: Ἔπειτα ὁ κ. ΠΡΟΕΔΡΟΣ ἀνακοινώνει ὅτι κατὰ λάθος εἰς τὰ πρακτικὰ τῆς χθεσινῆς συνεδριάσεως ἐγράφη ὡς μὴ ψηφίσας κατὰ τῆς ὑποψηφιότητος τῆς χθεσινῆς ἐκλογῆς. xyxy=(805,407,1004,486)
article-paragraph: Τὰ θεωρεῖα εἶνε γεμᾶτα ὅλα. Τὸ δὲ Ἐκεῖ καὶ εἰς τὰ τῶν δημοσιογράφων. xyxy=(805,201,1004,240)
article-heading: ΣΥΝΕΝΝΟΗΣΙΣ ΔΗΛΙΓΙΑΝΝΗ-ΡΑΛΛΗ xyxy=(155,1324,353,1354)
article-paragraph: Οἱ Δηλιγιαννικοὶ συγκεντρώνονται εἰς τὸ γραφεῖον τοῦ Προέδρου, καὶ μεταξὺ αὐτῶν ὁ κ. Ἀλεξάκης, ὁ κ. Δάβαρης, ὁ κ. Βιτάλης, ὁ κ. Βρατσάνος. xyxy=(371,1647,570,1713)
article xyxy=(155,229,353,719)
article-paragraph: — Μὰ τί σημαίνει; xyxy=(602,1364,701,1377)
article-paragraph: — Ἄλλ' ἀφοῦ ἡ κυβέρνησις παρῃτήθη, ἐν αὐτῇ τίνα θέσιν λαμβάνει; xyxy=(588,650,787,689)
article-paragraph: Ἡ πλατεῖα τῶν Ἀνακτόρων ἐπληρώθη κόσμου, τὸ δὲ πλῆθος ἐπευφημεῖ ἀκαταπαύστως. xyxy=(1022,850,1221,889)
article xyxy=(1239,1049,1437,1215)
article-paragraph: — Καὶ ὕστερα; xyxy=(602,344,680,357)
article-paragraph: Ὁ κ. Ῥάλλης συνεφώνησεν ὅτι ἡ Κυβέρνησις ἔπρεπε νὰ ὑποβάλῃ τὴν παραίτησίν της. xyxy=(155,1507,353,1546)
article-paragraph: Ἀρχίζει κατόπιν ὁ κ. Ε. Δηλιγιάννης ἀναγινώσκων τὸν κατάλογον. xyxy=(805,351,1004,390)
article-paragraph: Ἐκτὸς τούτων οἱ Δηλιγιαννικοὶ ἠλπίζον ὅτι ἡ Α. Μεγαλειότης θὰ ἀναθέσῃ εἰς τὸν κ. Θεοτόκην τὴν διάλυσιν τῆς Βουλῆς. xyxy=(371,427,570,480)
article-heading: ΜΕΤΑ ΤΗΝ ΑΚΡΟΑΣΙΝ xyxy=(155,911,353,928)
article-paragraph: Εἰς τὸν Βασιλέα ὁ κ. Δηλιγιάννης ἀπήντησεν ὅτι ἡ Κυβέρνησις ἐσκέφθη περὶ διαλύσεως ἢ παραιτήσεως, μὴ δυναμένη νὰ ἐργασθῇ μὲ τοιαύτην Βουλήν. xyxy=(155,438,353,504)
article-paragraph: — Τί συμπεραίνετε τέλος πάντων; xyxy=(602,537,784,550)
article-paragraph: Προφανῶς συνεσκέπτοντο ἰδιαιτέρως μετὰ τοῦ κ. Θεοτόκη περὶ τῶν ζητημάτων ἀπὸ κοινοῦ τὰ κατὰ τὴν παρουσίασιν αὐτοῦ πρὸ τοῦ Βασιλέως. xyxy=(1022,1037,1221,1103)
article-paragraph: Ὁ κ. Δηλιγιάννης ἀνεκοίνωσεν εἰς τὸν Ἄνακτα τὰ γενόμενα προχθὲς ἐν τῇ Βουλῇ καὶ τὸ ἀποτέλεσμα τῆς ψηφοφορίας, ἕνεκα τοῦ ὁποίου ἡ Κυβέρνησις ἦτο ἠναγκασμένη νὰ παραιτηθῇ. xyxy=(155,317,353,395)
article-paragraph: Οἱ Δηλιγιαννικοὶ συσσωματωμένοι ἀκολουθοῦν τοὺς Ὑπουργοὺς ἀπερχομένους. xyxy=(805,1172,1004,1211)
article-paragraph: Ὁ κ. Θεοτόκης εἰσήχθη ἀμέσως εἰς τὸ ἰδιαίτερον γραφεῖον τῆς Αὐτοῦ Μεγαλειότητος ὑπὸ τοῦ ὑπασπιστοῦ τῆς ὑπηρεσίας. xyxy=(1022,1196,1221,1249)
article-paragraph: — Ὄχι, ἀκούστε. xyxy=(602,1293,691,1306)
article-paragraph: Ὁ κ. Δηλιγιάννης εἰσέρχεται μετ' αὐτὸν εἰς τὴν αἴθουσαν, μετ' αὐτὸν ὁ κ. Μαυρομιχάλης καὶ τελευταῖος ὁ κ. Σκουζές. xyxy=(588,1709,787,1762)
article-paragraph: Περὶ τὴν 6 1/2 ὁ κ. Θεοτόκης ἀπεχώρησεν ἐκ τῶν Ἀνακτόρων. xyxy=(1239,519,1437,545)
article-paragraph: Καὶ ἐπακολουθεῖ ἡ σχετικὴ κωδωνοκρουσία. Ὥρα 7.5 μ. μ. xyxy=(805,1120,1004,1146)
article-paragraph: Ἐν τῷ μεταξὺ καταφθάνει ὁ κ. Στάης καὶ ὅλοι τὸν κυκλώνουν. xyxy=(588,1017,787,1043)
article-paragraph: Διὰ τρεῖς βουλευταὶ κυκλώνουν τὸν κ. Δηλιγιάννην, ἀλλ' οὗτος οὐδὲν λέγει. xyxy=(805,750,1004,790)
article-paragraph: Ὁ κ. Ῥάλλης. xyxy=(385,321,455,334)
column-3 xyxy=(589,158,796,2098)
article xyxy=(589,1191,787,1406)
article-paragraph: — Κανένα ἔγγραφον. xyxy=(819,662,931,675)
article-paragraph: — Ποῖον; xyxy=(602,635,652,648)
article-paragraph: Ὁ κ. Δηλιγιάννης ἀποχωρεῖ ἔπειτα διὰ τοῦ Παπαϊωαννοπούλου καὶ κατευθύνεται πρὸς τὴν ἁμαξαν των. xyxy=(155,1122,353,1161)
article-paragraph: Οἱ κ. κ. Διβάδης, Ῥωμάνος, Σημόπουλος καὶ ἄλλοι ἐπέμειναν ἐν τῷ μεταξὺ νὰ συνεννοηθοῦν μετὰ τοῦ κ. Θεοτόκη ἰδιαιτέρως. xyxy=(1022,158,1221,210)
article-heading: ΕΙΣ ΤΟΝ ΟΙΚΟΝ ΤΟΥ κ. ΘΕΟΤΟΚΗ xyxy=(805,1525,1003,1555)
article-paragraph: Τουναντίον μάλιστα. xyxy=(169,1652,282,1665)
article-paragraph: — Ὄχι, θὰ ὑπάρξῃ. xyxy=(602,1651,702,1664)
article-paragraph: Τὸν καθιμένον πρώτην καὶ τελευταῖα τοῦ χρόνου. xyxy=(588,1681,787,1707)
article-paragraph: — Μάθετε ὅτι σᾶς κάνω μίαν δήλωσιν; λέγει κάποιος. xyxy=(588,1265,787,1291)
article-paragraph: Παρόντες 177. xyxy=(819,392,898,405)
article-paragraph: Ὁ κ. Δηλιγιάννης ἐμφανίζεται κατηφής, ὡς ἐὰν μὲ τὴν λύσιν αὐτὴν ἤθελεν ἐν ἑαυτῷ νὰ δείξῃ τὰς ὑποθέσεις βαίνουν κατ' εὐχήν. xyxy=(155,1013,353,1065)
article-paragraph: — Ἴσως ἔχομεν διάλυσιν. xyxy=(602,173,740,186)
article-paragraph: Ἐν τῷ μεταξὺ ὁ ἀκόλουθος τοῦ κ. Δηλιγιάννη ἐγχειρίζει εἰς αὐτὸν μεγάλον φάκελλον ἐσφραγισμένον, τὸν ὁποῖον οὗτος μετὰ σπουδῆς ἀποσφραγίζει. xyxy=(805,525,1004,590)
article-paragraph: Ὅλοι τώρα τὸ ἐξῆς ὅτι αἱ ἀπαιτήσεις τοῦ κόμματος εἶνε νὰ δοθῇ ἡ Κυβέρνησις εἰς τὸν κ. Θεοτόκην. xyxy=(588,1501,787,1553)
article-paragraph: Ὁ Πρόεδρος τῆς Βουλῆς κ. Ῥάλλης ὀλίγον μετὰ τὴν δήλωσιν τοῦ κ. Πρωθυπουργοῦ ἐν τῇ Βουλῇ περὶ παραιτήσεως τῆς ὑπ' αὐτὸν Κυβερνήσεως ἐδήλωσεν ὅτι τὴν προσεχῆ Δευτέραν θὰ ὑποβάλλῃ τὴν παραίτησίν του. xyxy=(805,1372,1004,1464)
article-paragraph: Ὁ κ. Θεοτόκης ἀπήντησεν εἰς τὸν κ. Παπαδιαμαντόπουλον ὅτι συμμορφούμενος πρὸς τὴν ὑψηλὴν ἐπιταγὴν τοῦ Ἄνακτος θὰ ἐπισκεφθῇ τὴν Α. Μεγαλειότητα. xyxy=(1022,702,1221,767)
article-paragraph: — Περιμένουν τὸν κ. Θεοτόκην ἀπὸ τὸ Παλάτι. xyxy=(805,257,1004,283)
article-paragraph: Εἰς τὸν ἐξώστην ἐν τῇ εἰσόδῳ τῶν Ἀνακτόρων πολλοὶ δημοσιογράφοι ἀνέμενον τὸν κ. Θεοτόκην. xyxy=(1239,547,1437,586)
article-paragraph: Διεύθυνσις ὁδὸς Κηφισίας ἀριθ. 31. xyxy=(1239,1188,1437,1214)
article-paragraph: Μεγαλειότατε, ἀπήντησεν ὁ κ. Θεοτόκης μόνον κρίσις τοῦ κοινοβουλίου ἀποτελέσματος εἶνε ἡ παραίτησις τῆς Κυβερνήσεως. xyxy=(1239,253,1437,305)
article-paragraph: Ἐθεώρουν ὡς βέβαιον ὅτι ὁ Ἄναξ θὰ ἀνέθετεν εἰς τὸν κ. Δηλιγιάννην τὸν σχηματισμὸν νέας Κυβερνήσεως. xyxy=(155,1668,353,1707)
article-paragraph: Ὀλίγοι βουλευταὶ κυκλοφοροῦν εἰς τὰς αἰθούσας καὶ τοὺς διαδρόμους τῆς Βουλῆς. xyxy=(371,1304,570,1343)
article-paragraph: Ἡ Α. Μεγαλειότης ἐζήτησε τὴν λύσιν Του, διὰ τὴν τοιαύτην τροπὴν τῶν πραγμάτων. xyxy=(155,397,353,436)
article-paragraph: — Ἡ φυσικὴ συνέπεια μετὰ τὴν χθεσινὴν ψηφοφορίαν. xyxy=(155,1291,353,1317)
article-paragraph: Ὁ κ. Θεοτόκης ηὐχαρίστησεν αὐτοὺς καὶ τοὺς ἐβεβαίωσεν ὅτι τὸ ἐπ' αὐτῷ θὰ ἐξυπηρετήσῃ τὰ συμφέροντα τοῦ τόπου. xyxy=(371,815,570,867)
article-paragraph: Οἱ βουλευταὶ ἅπαντες ἀπεδέχθησαν τοὺς λόγους τοῦ κ. Θεοτόκη, ἐμεινον δὲ καὶ συνομιλοῦντες μετ' αὐτοῦ ἐπὶ ἱκανόν. xyxy=(1022,556,1221,621)
article-paragraph: — Ὁ κ. Πρόεδρος ἔπεσε τὴν διάλυσιν, λέγει εἷς. xyxy=(371,1374,570,1400)
article xyxy=(1022,297,1220,518)
article-paragraph: — Ἡ Βουλὴ ἀναβάλλεται μέχρις ὅτου σχηματισθῇ νέα Κυβέρνησις. xyxy=(805,1033,1004,1059)
article-paragraph: — Πάντως ἐσχηματίσθη Κυβέρνησις; xyxy=(1239,775,1437,801)
